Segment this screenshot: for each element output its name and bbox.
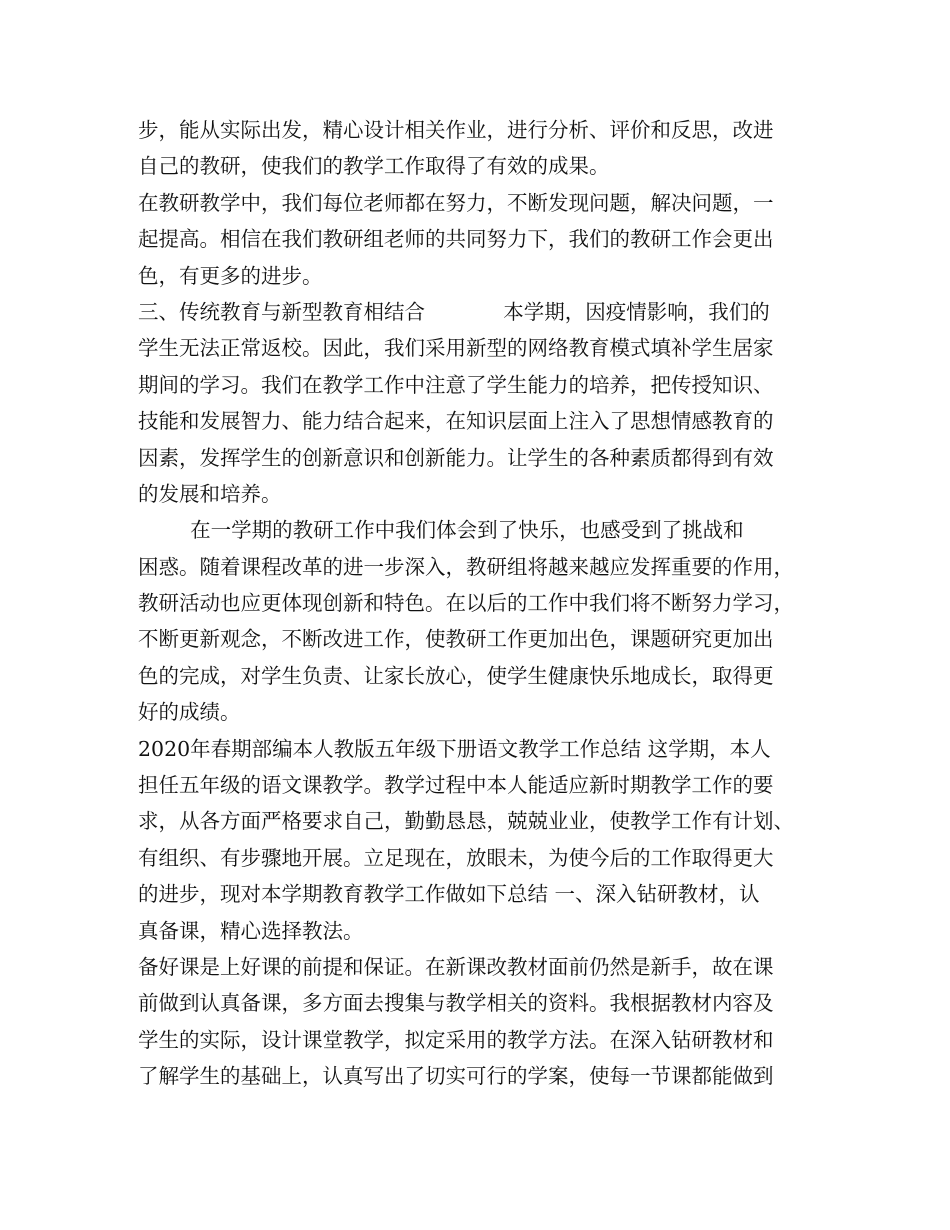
text-line: 学生的实际，设计课堂教学，拟定采用的教学方法。在深入钻研教材和: [138, 1027, 774, 1052]
document-title-line: 2020年春期部编本人教版五年级下册语文教学工作总结 这学期，本人: [138, 736, 771, 761]
text-line: 真备课，精心选择教法。: [138, 918, 364, 943]
text-line: 色，有更多的进步。: [138, 263, 323, 288]
text-line: 在教研教学中，我们每位老师都在努力，不断发现问题，解决问题，一: [138, 190, 774, 215]
text-line: 的进步，现对本学期教育教学工作做如下总结 一、深入钻研教材，认: [138, 882, 760, 907]
text-line: 期间的学习。我们在教学工作中注意了学生能力的培养，把传授知识、: [138, 372, 774, 397]
text-line: 步，能从实际出发，精心设计相关作业，进行分析、评价和反思，改进: [138, 118, 774, 142]
text-line: 了解学生的基础上，认真写出了切实可行的学案，使每一节课都能做到: [138, 1064, 774, 1089]
text-line: 求，从各方面严格要求自己，勤勤恳恳，兢兢业业，使教学工作有计划、: [138, 809, 794, 834]
text-line: 自己的教研，使我们的教学工作取得了有效的成果。: [138, 154, 610, 179]
text-line: 教研活动也应更体现创新和特色。在以后的工作中我们将不断努力学习，: [138, 591, 794, 616]
text-line: 困惑。随着课程改革的进一步深入，教研组将越来越应发挥重要的作用，: [138, 554, 794, 579]
text-line: 学生无法正常返校。因此，我们采用新型的网络教育模式填补学生居家: [138, 336, 774, 361]
text-line: 起提高。相信在我们教研组老师的共同努力下，我们的教研工作会更出: [138, 227, 774, 252]
text-line: 技能和发展智力、能力结合起来，在知识层面上注入了思想情感教育的: [138, 409, 774, 434]
body-text: [138, 112, 828, 1095]
text-line: 有组织、有步骤地开展。立足现在，放眼未，为使今后的工作取得更大: [138, 845, 774, 870]
text-line: 好的成绩。: [138, 700, 241, 725]
text-line: 不断更新观念，不断改进工作，使教研工作更加出色，课题研究更加出: [138, 627, 774, 652]
text-line: 因素，发挥学生的创新意识和创新能力。让学生的各种素质都得到有效: [138, 445, 774, 470]
section-heading-line: 三、传统教育与新型教育相结合 本学期，因疫情影响，我们的: [138, 299, 770, 324]
text-line: 的发展和培养。: [138, 481, 282, 506]
text-line: 备好课是上好课的前提和保证。在新课改教材面前仍然是新手，故在课: [138, 954, 774, 979]
text-line: 担任五年级的语文课教学。教学过程中本人能适应新时期教学工作的要: [138, 773, 774, 798]
text-line: 色的完成，对学生负责、让家长放心，使学生健康快乐地成长，取得更: [138, 663, 774, 688]
text-line: 在一学期的教研工作中我们体会到了快乐，也感受到了挑战和: [138, 518, 744, 543]
text-line: 前做到认真备课，多方面去搜集与教学相关的资料。我根据教材内容及: [138, 991, 774, 1016]
